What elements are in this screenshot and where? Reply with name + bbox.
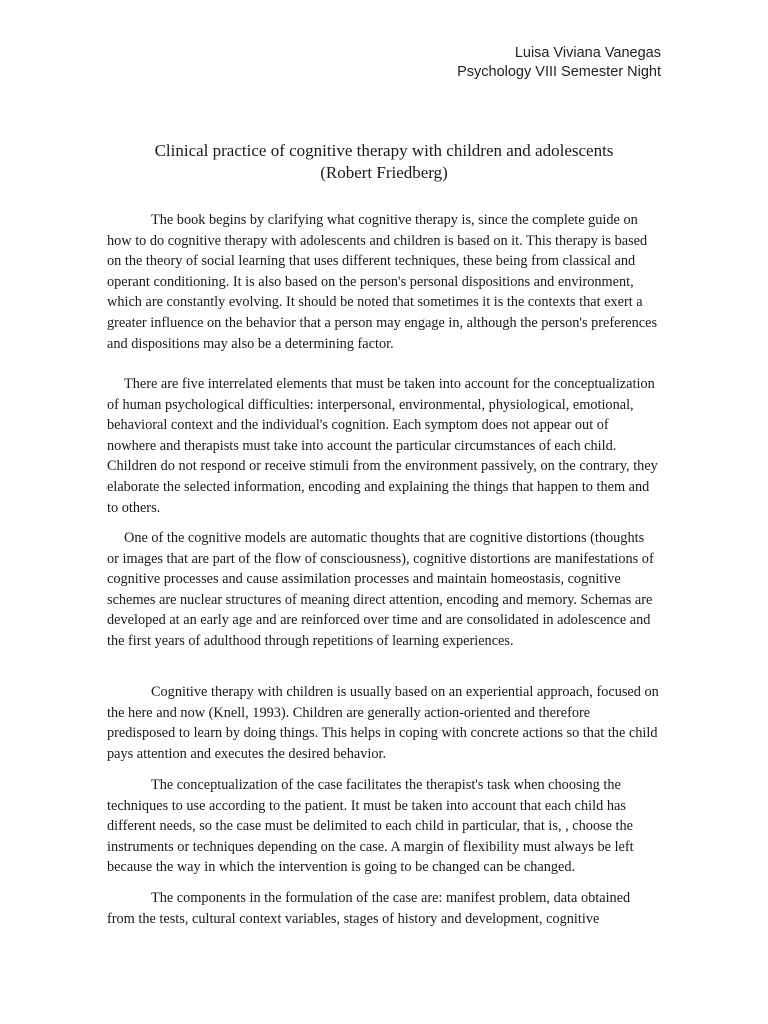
title-line-2: (Robert Friedberg) bbox=[320, 163, 448, 182]
paragraph-5 bbox=[107, 775, 659, 878]
paragraph-text: The book begins by clarifying what cognitive therapy is, since the complete guide on how to do cognitive therapy with adolescents and children is based on it. This therapy is based on the theory of social learning that uses different techniques, these being from classical and operant conditioning. It is also based on the person's personal dispositions and environment, which are constantly evolving. It should be noted that sometimes it is the contexts that exert a greater influence on the behavior that a person may engage in, although the person's preferences and dispositions may also be a determining factor. bbox=[107, 212, 658, 352]
paragraph-text: The components in the formulation of the case are: manifest problem, data obtained from the tests, cultural context variables, stages of history and development, cognitive bbox=[107, 890, 631, 927]
paragraph-6 bbox=[107, 888, 659, 929]
paragraph-1 bbox=[107, 210, 659, 354]
paragraph-text: One of the cognitive models are automatic thoughts that are cognitive distortions (thoughts or images that are part of the flow of consciousness), cognitive distortions are manifestations of cognitive processes and cause assimilation processes and maintain homeostasis, cognitive schemes are nuclear structures of meaning direct attention, encoding and memory. Schemas are developed at an early age and are reinforced over time and are consolidated in adolescence and the first years of adulthood through repetitions of learning experiences. bbox=[107, 530, 654, 649]
paragraph-text: There are five interrelated elements that must be taken into account for the conceptualization of human psychological difficulties: interpersonal, environmental, physiological, emotional, behavioral context and the individual's cognition. Each symptom does not appear out of nowhere and therapists must take into account the particular circumstances of each child. Children do not respond or receive stimuli from the environment passively, on the contrary, they elaborate the selected information, encoding and explaining the things that happen to them and to others. bbox=[107, 376, 658, 516]
document-title bbox=[108, 140, 660, 184]
paragraph-3 bbox=[107, 528, 659, 652]
paragraph-text: The conceptualization of the case facilitates the therapist's task when choosing the techniques to use according to the patient. It must be taken into account that each child has different needs, so the case must be delimited to each child in particular, that is, , choose the instruments or techniques depending on the case. A margin of flexibility must always be left because the way in which the intervention is going to be changed can be changed. bbox=[107, 777, 634, 876]
course-name: Psychology VIII Semester Night bbox=[457, 64, 661, 80]
paragraph-2 bbox=[107, 374, 659, 518]
title-line-1: Clinical practice of cognitive therapy with children and adolescents bbox=[154, 141, 614, 160]
author-header bbox=[457, 44, 661, 82]
paragraph-text: Cognitive therapy with children is usually based on an experiential approach, focused on the here and now (Knell, 1993). Children are generally action-oriented and therefore predisposed to learn by doing things. This helps in coping with concrete actions so that the child pays attention and executes the desired behavior. bbox=[107, 684, 659, 762]
paragraph-4 bbox=[107, 682, 659, 764]
author-name: Luisa Viviana Vanegas bbox=[514, 45, 661, 61]
